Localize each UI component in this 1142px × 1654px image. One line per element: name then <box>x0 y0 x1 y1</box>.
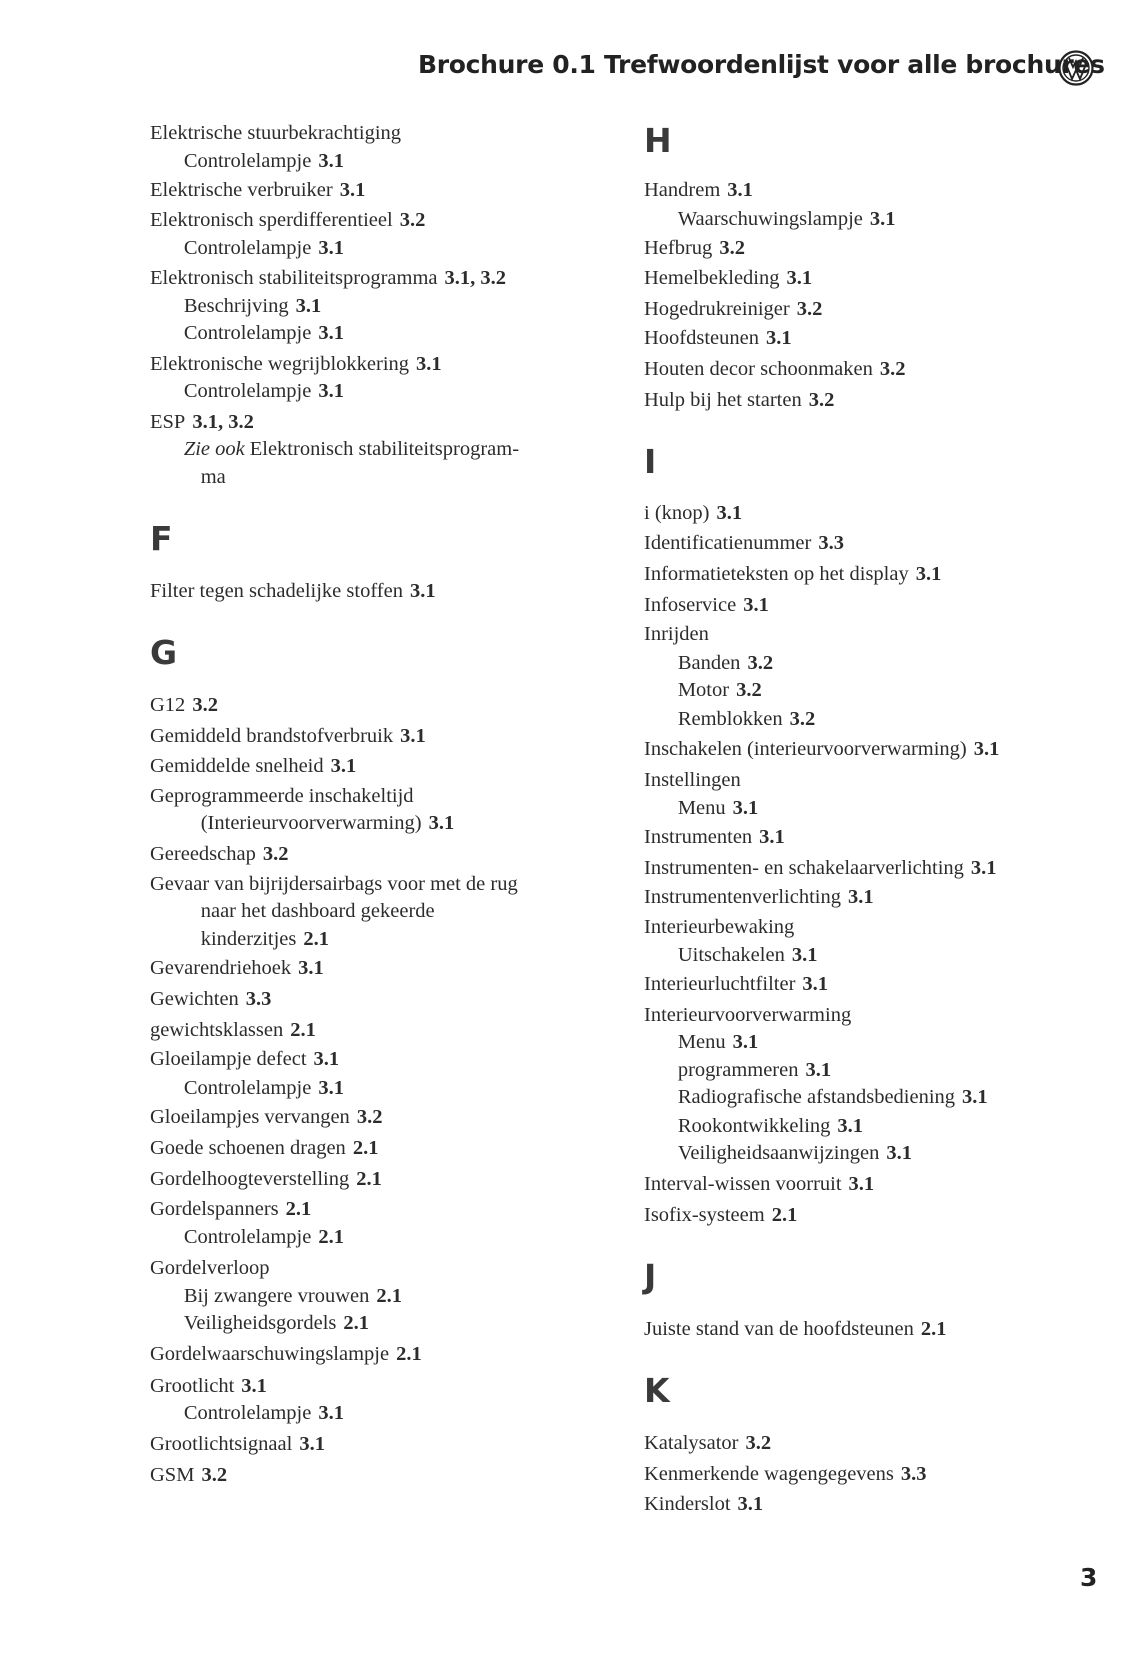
entry-term: Waarschuwingslampje <box>677 207 863 230</box>
index-entry <box>150 1255 270 1281</box>
vw-logo-icon <box>1058 50 1094 86</box>
entry-term: Controlelampje <box>183 149 312 172</box>
index-subentry <box>678 650 773 676</box>
entry-term: Hemelbekleding <box>644 267 780 290</box>
page-header-title: Brochure 0.1 Trefwoordenlijst voor alle brochures <box>418 50 1105 79</box>
entry-term: Controlelampje <box>183 1402 312 1425</box>
entry-term: Interieurvoorverwarming <box>644 1003 852 1026</box>
entry-reference: 3.1 <box>869 207 896 230</box>
entry-term: Instrumenten- en schakelaarverlichting <box>644 856 964 879</box>
entry-term: i (knop) <box>644 501 710 524</box>
index-entry <box>644 177 753 203</box>
entry-reference: 3.1 <box>241 1374 267 1397</box>
entry-term: Elektronische wegrijblokkering <box>150 352 410 375</box>
entry-reference: 2.1 <box>290 1018 316 1041</box>
entry-term: Banden <box>677 651 741 674</box>
entry-term: Controlelampje <box>183 322 312 344</box>
entry-reference: 3.1 <box>759 826 785 849</box>
index-entry <box>644 1430 771 1456</box>
entry-term: Grootlicht <box>150 1374 235 1397</box>
index-subentry <box>184 320 344 346</box>
entry-term: Gevarendriehoek <box>150 957 292 980</box>
index-entry <box>150 1196 311 1222</box>
index-entry <box>150 207 425 233</box>
entry-term: Instrumenten <box>644 826 753 849</box>
section-letter-heading: F <box>150 519 173 559</box>
entry-reference: 3.1 <box>915 563 942 585</box>
entry-reference: 2.1 <box>318 1225 344 1248</box>
index-entry <box>150 1431 325 1457</box>
entry-reference: 3.1 <box>318 237 344 260</box>
entry-reference: 3.1 <box>318 1076 344 1099</box>
index-entry <box>644 1002 851 1028</box>
entry-term: Houten decor schoonmaken <box>644 357 873 380</box>
entry-reference: 3.1 <box>400 724 426 747</box>
entry-reference: 2.1 <box>343 1312 370 1335</box>
index-subentry <box>184 1283 402 1309</box>
entry-term: Hefbrug <box>644 237 713 260</box>
entry-reference: 3.1 <box>805 1058 832 1081</box>
index-subentry <box>184 1400 344 1426</box>
entry-term: Hoofdsteunen <box>644 327 760 350</box>
entry-reference: 3.2 <box>747 651 774 674</box>
entry-term: Gereedschap <box>150 843 256 866</box>
entry-term: G12 <box>150 694 186 717</box>
entry-term: Hogedrukreiniger <box>644 297 790 320</box>
index-entry <box>644 235 745 261</box>
section-letter-heading: K <box>644 1371 670 1410</box>
entry-reference: 3.1 <box>318 149 344 172</box>
section-letter-heading: G <box>150 633 178 673</box>
see-also-label: Zie ook <box>183 438 245 461</box>
entry-reference: 3.2 <box>719 237 745 260</box>
entry-reference: 3.1 <box>962 1086 988 1109</box>
index-entry <box>644 387 834 413</box>
index-entry <box>150 955 324 981</box>
entry-reference: 3.1 <box>330 755 357 778</box>
entry-reference: 3.1 <box>886 1142 912 1165</box>
entry-reference: 3.1 <box>973 738 1000 761</box>
entry-reference: 3.1 <box>766 327 792 350</box>
entry-term: Interieurluchtfilter <box>644 973 796 996</box>
entry-term: Katalysator <box>644 1431 739 1454</box>
entry-term: naar het dashboard gekeerde <box>200 900 435 923</box>
entry-term: Menu <box>677 796 726 819</box>
index-subentry <box>201 464 226 490</box>
index-entry <box>644 1202 797 1228</box>
entry-reference: 3.2 <box>399 208 426 231</box>
index-subentry <box>184 1075 344 1101</box>
entry-reference: 3.1 <box>802 973 829 996</box>
index-entry <box>150 351 442 377</box>
entry-reference: 3.1 <box>716 501 743 524</box>
entry-term: Gordelspanners <box>150 1198 279 1221</box>
entry-reference: 2.1 <box>356 1167 382 1190</box>
entry-reference: 3.1 <box>848 1172 875 1195</box>
entry-term: Gemiddelde snelheid <box>150 755 324 778</box>
entry-reference: 2.1 <box>771 1203 798 1226</box>
entry-term: Filter tegen schadelijke stoffen <box>150 579 403 602</box>
entry-term: Elektronisch sperdifferentieel <box>150 208 393 231</box>
entry-term: Elektrische verbruiker <box>150 179 333 202</box>
index-subentry <box>201 926 329 952</box>
index-entry <box>644 736 999 762</box>
entry-term: Veiligheidsaanwijzingen <box>677 1142 880 1165</box>
entry-term: Gloeilampje defect <box>150 1048 307 1071</box>
index-entry <box>644 1491 763 1517</box>
entry-reference: 3.1 <box>732 1031 759 1054</box>
entry-term: Juiste stand van de hoofdsteunen <box>644 1317 914 1340</box>
index-entry <box>644 265 812 291</box>
index-entry <box>150 1135 378 1161</box>
entry-term: Gevaar van bijrijdersairbags voor met de rug <box>150 872 518 895</box>
index-entry <box>150 177 365 203</box>
index-entry <box>644 296 822 322</box>
entry-term: Gordelwaarschuwingslampje <box>150 1343 390 1366</box>
index-entry <box>644 884 874 910</box>
entry-reference: 3.2 <box>736 679 762 702</box>
entry-term: Elektronisch stabiliteitsprogramma <box>150 267 438 290</box>
index-entry <box>644 971 828 997</box>
index-subentry <box>678 1084 988 1110</box>
entry-term: Motor <box>677 679 730 702</box>
entry-term: Controlelampje <box>183 380 312 403</box>
entry-reference: 3.2 <box>796 297 823 320</box>
entry-reference: 3.1 <box>732 796 759 819</box>
index-entry <box>150 1341 422 1367</box>
index-subentry <box>184 378 344 404</box>
entry-reference: 3.1 <box>970 856 997 879</box>
index-entry <box>644 500 742 526</box>
entry-term: Bij zwangere vrouwen <box>183 1284 370 1307</box>
entry-reference: 3.2 <box>808 388 835 411</box>
index-subentry <box>201 810 454 836</box>
index-subentry <box>678 1113 863 1139</box>
entry-term: Inrijden <box>644 623 709 646</box>
entry-term: (Interieurvoorverwarming) <box>200 812 422 835</box>
entry-term: Informatieteksten op het display <box>644 563 909 585</box>
entry-term: Gordelhoogteverstelling <box>150 1167 350 1190</box>
entry-reference: 3.2 <box>201 1463 228 1486</box>
entry-term: Radiografische afstandsbediening <box>677 1086 956 1109</box>
index-entry <box>150 723 426 749</box>
entry-term: ma <box>200 465 226 488</box>
entry-term: Grootlichtsignaal <box>150 1432 293 1455</box>
section-letter-heading: H <box>644 120 672 160</box>
entry-reference: 3.1 <box>295 294 322 317</box>
index-subentry <box>184 293 321 319</box>
entry-term: Instellingen <box>644 769 741 792</box>
entry-term: Veiligheidsgordels <box>183 1312 337 1335</box>
index-entry <box>644 1461 927 1487</box>
entry-reference: 3.2 <box>262 843 289 866</box>
entry-reference: 3.1 <box>318 322 344 344</box>
entry-term: Elektrische stuurbekrachtiging <box>150 122 402 145</box>
index-entry <box>644 914 794 940</box>
entry-reference: 3.1 <box>313 1048 340 1071</box>
index-entry <box>644 530 844 556</box>
index-entry <box>150 1166 382 1192</box>
entry-reference: 3.1 <box>298 957 324 980</box>
index-entry <box>150 1373 267 1399</box>
index-subentry <box>201 898 435 924</box>
entry-reference: 3.1 <box>847 886 874 909</box>
index-entry <box>150 1017 316 1043</box>
entry-term: Geprogrammeerde inschakeltijd <box>150 784 414 807</box>
index-entry <box>150 265 506 291</box>
index-subentry <box>678 1057 831 1083</box>
entry-term: Instrumentenverlichting <box>644 886 841 909</box>
entry-term: programmeren <box>677 1058 799 1081</box>
entry-term: gewichtsklassen <box>150 1018 284 1041</box>
entry-reference: 3.1, 3.2 <box>444 267 507 290</box>
index-entry <box>644 356 905 382</box>
entry-reference: 3.3 <box>900 1462 927 1485</box>
section-letter-heading: J <box>644 1256 657 1296</box>
index-entry <box>150 1462 227 1488</box>
entry-term: kinderzitjes <box>200 927 297 950</box>
entry-term: Beschrijving <box>183 294 289 317</box>
entry-reference: 2.1 <box>920 1317 947 1340</box>
index-subentry <box>678 1029 758 1055</box>
entry-reference: 3.3 <box>245 987 272 1010</box>
index-subentry <box>184 1310 369 1336</box>
entry-reference: 3.3 <box>818 532 844 555</box>
index-subentry <box>184 235 344 261</box>
index-entry <box>644 1316 947 1342</box>
entry-term: ESP <box>150 410 186 433</box>
entry-term: Inschakelen (interieurvoorverwarming) <box>644 738 967 761</box>
entry-term: Identificatienummer <box>644 532 812 555</box>
index-entry <box>150 409 254 435</box>
entry-reference: 3.2 <box>745 1431 772 1454</box>
entry-reference: 3.1 <box>299 1432 325 1455</box>
entry-reference: 3.1 <box>339 179 366 202</box>
entry-term: Kinderslot <box>644 1493 731 1516</box>
entry-reference: 2.1 <box>396 1343 422 1366</box>
entry-reference: 3.2 <box>789 707 816 730</box>
entry-reference: 3.1 <box>743 593 769 616</box>
entry-term: Handrem <box>644 179 721 202</box>
entry-reference: 3.1 <box>318 380 344 403</box>
index-entry <box>150 986 271 1012</box>
entry-term: Gordelverloop <box>150 1257 270 1280</box>
entry-reference: 3.1 <box>318 1402 344 1425</box>
entry-term: Goede schoenen dragen <box>150 1136 346 1159</box>
entry-reference: 3.1 <box>786 267 813 290</box>
index-entry <box>150 783 414 809</box>
entry-reference: 3.1 <box>737 1493 764 1516</box>
entry-term: Gemiddeld brandstofverbruik <box>150 724 394 747</box>
entry-term: Elektronisch stabiliteitsprogram- <box>249 438 520 461</box>
index-entry <box>644 325 792 351</box>
index-subentry <box>184 1224 344 1250</box>
index-subentry <box>678 1140 912 1166</box>
index-entry <box>150 1104 382 1130</box>
entry-term: Interieurbewaking <box>644 916 795 939</box>
entry-reference: 3.1 <box>727 179 753 202</box>
index-entry <box>644 621 709 647</box>
entry-term: Controlelampje <box>183 237 312 260</box>
index-entry <box>150 1046 339 1072</box>
index-entry <box>150 692 218 718</box>
entry-term: Isofix-systeem <box>644 1203 765 1226</box>
entry-term: Rookontwikkeling <box>677 1114 831 1137</box>
entry-term: Remblokken <box>677 707 783 730</box>
entry-reference: 3.1 <box>416 352 442 375</box>
index-entry <box>150 578 436 604</box>
entry-term: Gloeilampjes vervangen <box>150 1106 350 1129</box>
entry-reference: 3.1 <box>791 943 818 966</box>
section-letter-heading: I <box>644 441 657 481</box>
index-subentry <box>184 148 344 174</box>
index-entry <box>644 824 785 850</box>
entry-reference: 3.1, 3.2 <box>192 410 254 433</box>
index-entry <box>644 855 997 881</box>
page-number: 3 <box>1080 1563 1098 1592</box>
entry-term: Infoservice <box>644 593 737 616</box>
entry-reference: 3.1 <box>837 1114 864 1137</box>
index-entry <box>150 753 356 779</box>
entry-term: Hulp bij het starten <box>644 388 802 411</box>
entry-term: Controlelampje <box>183 1225 312 1248</box>
index-subentry <box>184 436 519 462</box>
entry-reference: 2.1 <box>352 1136 379 1159</box>
entry-term: Uitschakelen <box>677 943 785 966</box>
index-entry <box>150 871 518 897</box>
index-subentry <box>678 942 818 968</box>
entry-term: Kenmerkende wagengegevens <box>644 1462 894 1485</box>
index-subentry <box>678 706 815 732</box>
index-subentry <box>678 206 896 232</box>
index-entry <box>150 841 288 867</box>
index-entry <box>644 592 769 618</box>
entry-reference: 2.1 <box>303 927 329 950</box>
index-entry <box>644 1171 874 1197</box>
entry-term: Menu <box>677 1031 726 1054</box>
entry-reference: 3.2 <box>879 357 906 380</box>
entry-reference: 3.2 <box>192 694 218 717</box>
entry-term: Gewichten <box>150 987 239 1010</box>
entry-term: GSM <box>150 1463 195 1486</box>
index-entry <box>644 767 741 793</box>
entry-reference: 3.1 <box>409 579 436 602</box>
entry-term: Controlelampje <box>183 1076 312 1099</box>
entry-reference: 3.1 <box>428 812 455 835</box>
entry-reference: 3.2 <box>356 1106 383 1129</box>
index-subentry <box>678 677 762 703</box>
index-subentry <box>678 795 758 821</box>
index-entry <box>150 120 401 146</box>
index-entry <box>644 561 941 587</box>
entry-reference: 2.1 <box>376 1284 403 1307</box>
entry-term: Interval-wissen voorruit <box>644 1172 842 1195</box>
entry-reference: 2.1 <box>285 1198 312 1221</box>
